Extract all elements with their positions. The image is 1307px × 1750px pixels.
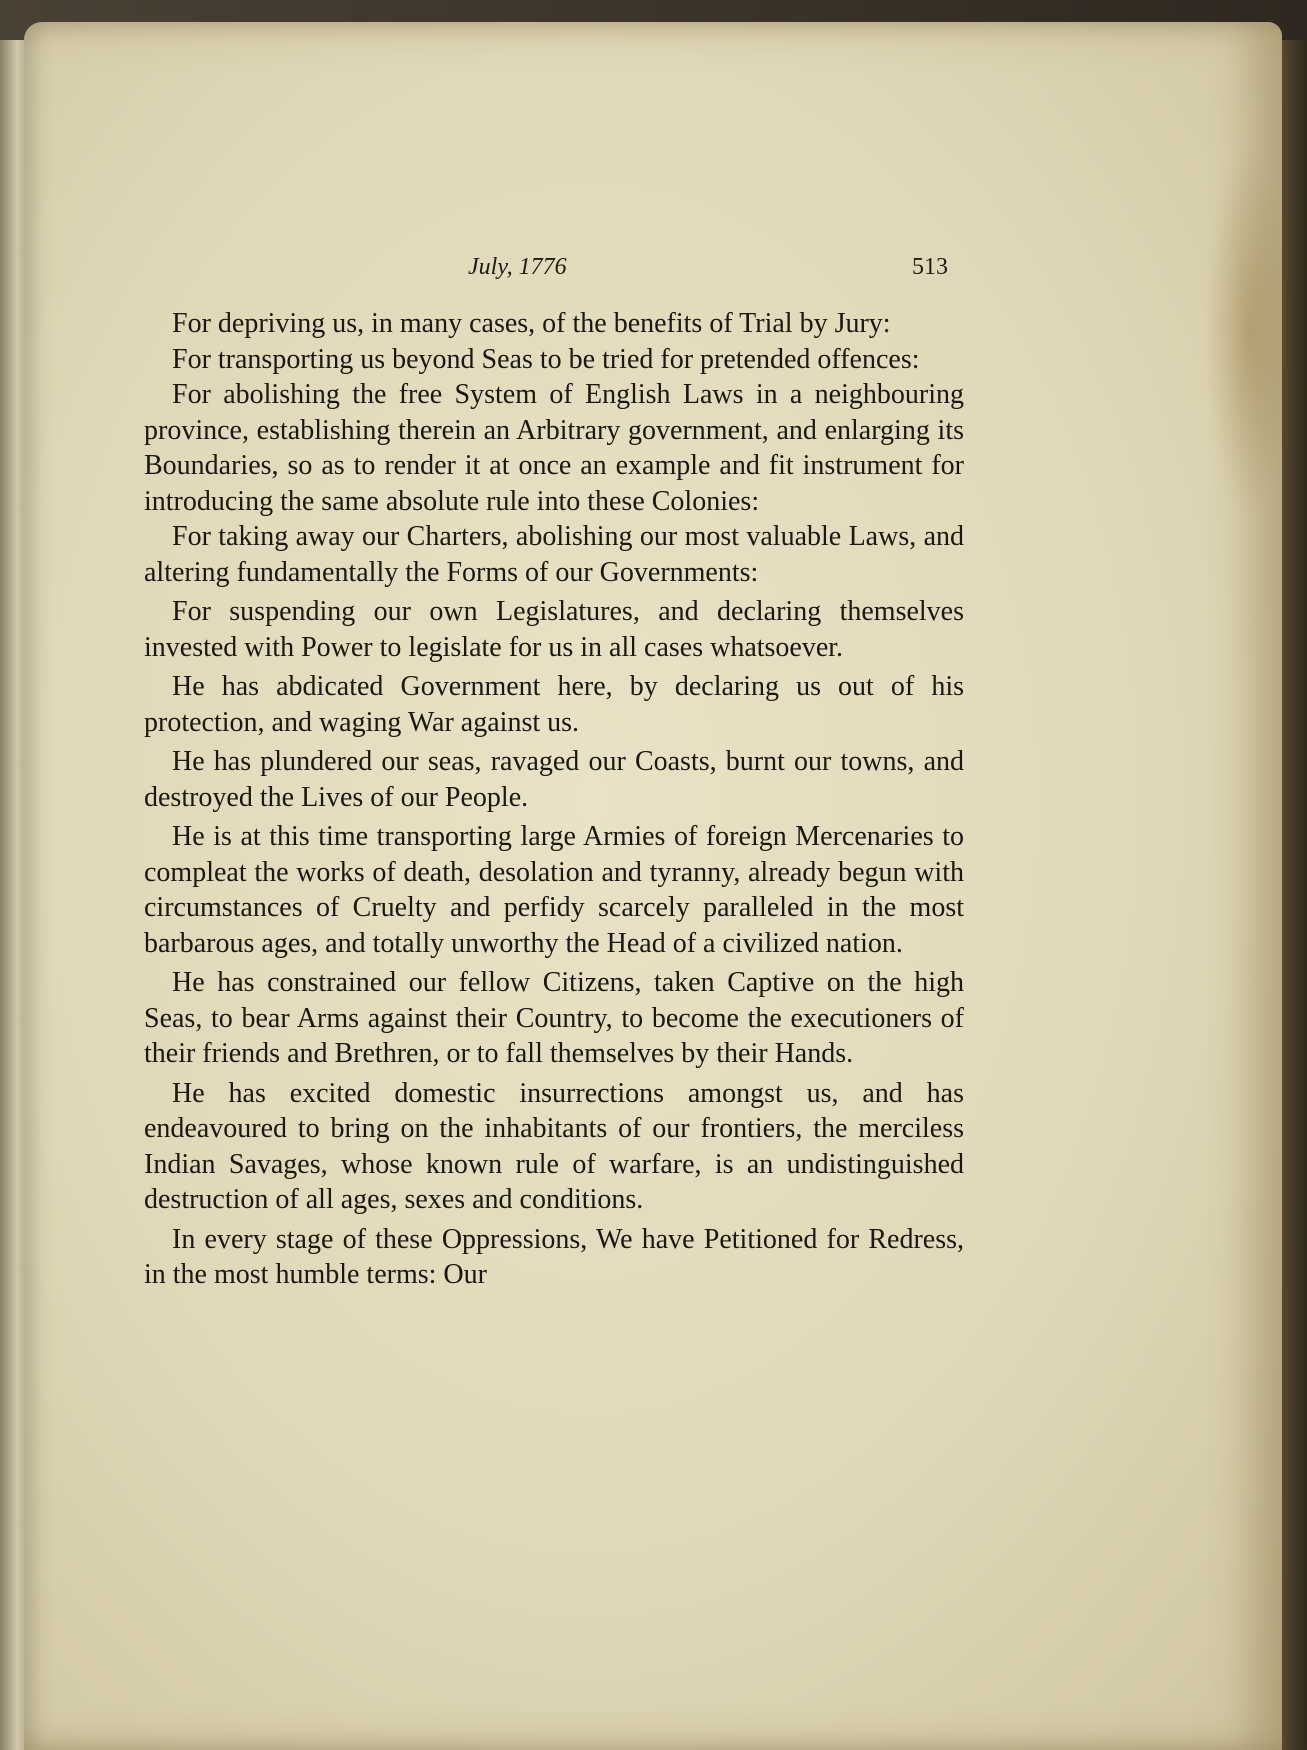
paragraph: For abolishing the free System of English Laws in a neighbouring province, establishing therein an Arbitrary government, and enlarging its Boundaries, so as to render it at once an example and fit instrument for introducing the same absolute rule into these Colonies: <box>144 379 964 517</box>
paragraph: For suspending our own Legislatures, and declaring themselves invested with Power to legislate for us in all cases whatsoever. <box>144 596 964 663</box>
paragraph: For depriving us, in many cases, of the benefits of Trial by Jury: <box>172 308 891 339</box>
paragraph: He is at this time transporting large Armies of foreign Mercenaries to compleat the works of death, desolation and tyranny, already begun with circumstances of Cruelty and perfidy scarcely paralleled in the most barbarous ages, and totally unworthy the Head of a civilized nation. <box>144 821 964 959</box>
paragraph: For transporting us beyond Seas to be tried for pretended offences: <box>172 343 920 375</box>
page-stain <box>1204 142 1294 522</box>
page-number: 513 <box>912 254 948 280</box>
paragraph: He has excited domestic insurrections amongst us, and has endeavoured to bring on the inhabitants of our frontiers, the merciless Indian Savages, whose known rule of warfare, is an undistinguished destruction of all ages, sexes and conditions. <box>144 1077 964 1215</box>
paragraph: For taking away our Charters, abolishing our most valuable Laws, and altering fundamentally the Forms of our Governments: <box>144 521 964 588</box>
paragraph: In every stage of these Oppressions, We have Petitioned for Redress, in the most humble terms: Our <box>144 1223 964 1290</box>
paragraph: He has plundered our seas, ravaged our Coasts, burnt our towns, and destroyed the Lives of our People. <box>144 746 964 813</box>
paragraph: He has abdicated Government here, by declaring us out of his protection, and waging War against us. <box>144 671 964 738</box>
running-title: July, 1776 <box>468 254 567 280</box>
running-head <box>148 254 948 284</box>
paragraph: He has constrained our fellow Citizens, taken Captive on the high Seas, to bear Arms against their Country, to become the executioners of their friends and Brethren, or to fall themselves by their Hands. <box>144 967 964 1069</box>
body-text <box>144 306 964 1293</box>
